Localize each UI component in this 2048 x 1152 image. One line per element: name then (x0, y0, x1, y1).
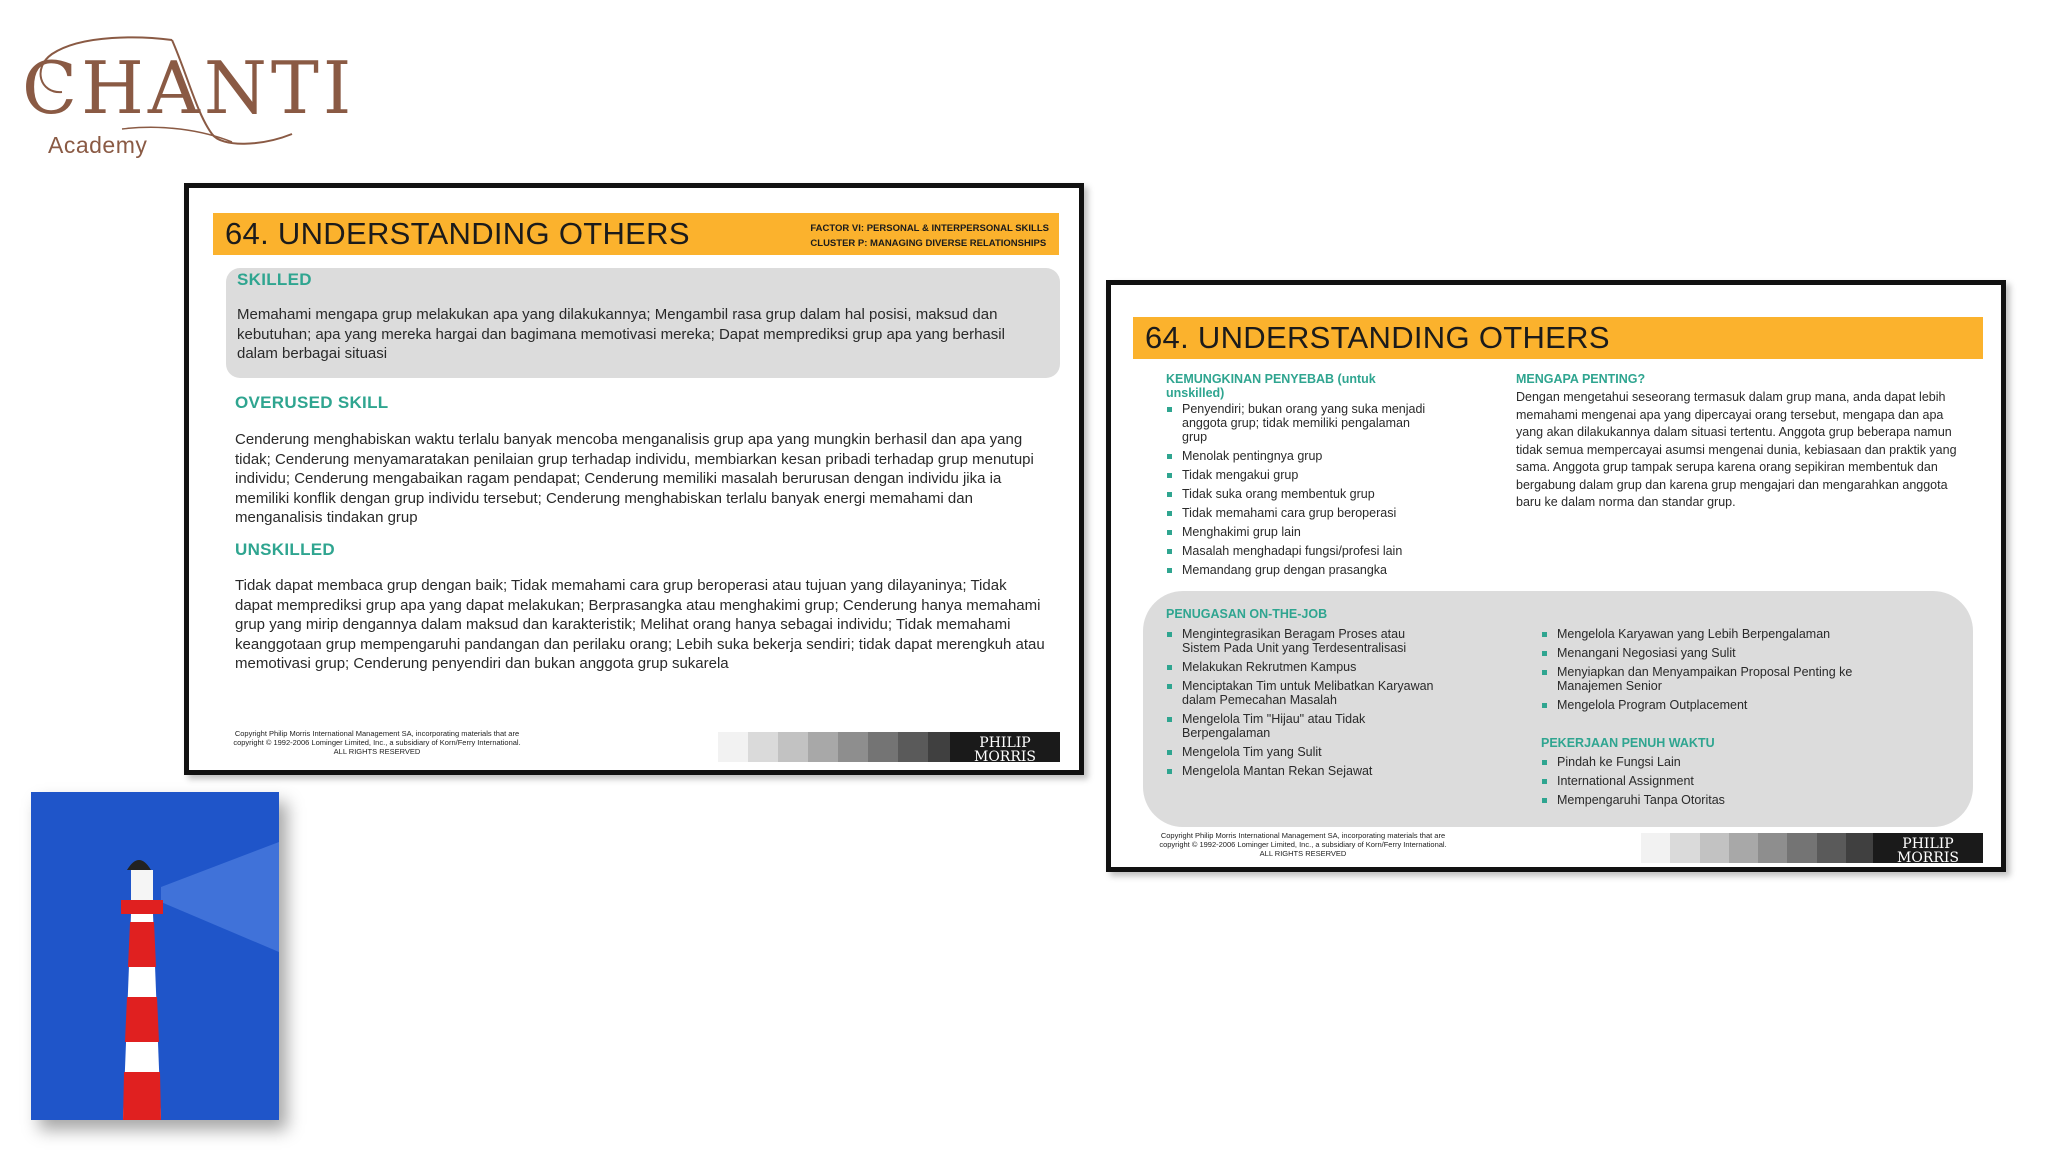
gradient-strip (718, 732, 958, 762)
assignment-item: Mengelola Tim yang Sulit (1166, 745, 1436, 759)
assignment-item: Mengelola Karyawan yang Lebih Berpengalaman (1541, 627, 1901, 641)
cluster-line: CLUSTER P: MANAGING DIVERSE RELATIONSHIPS (810, 238, 1047, 249)
assignments-list-right (1541, 627, 1901, 717)
logo-subtitle: Academy (48, 132, 148, 158)
skilled-heading: SKILLED (237, 270, 312, 289)
slide-understanding-others-development (1106, 280, 2006, 872)
cause-item: Penyendiri; bukan orang yang suka menjadi anggota grup; tidak memiliki pengalaman grup (1166, 402, 1436, 444)
copyright-line: ALL RIGHTS RESERVED (333, 747, 421, 756)
fulltime-item: Pindah ke Fungsi Lain (1541, 755, 1841, 769)
fulltime-list (1541, 755, 1841, 812)
assignment-item: Mengelola Tim "Hijau" atau Tidak Berpengalaman (1166, 712, 1436, 740)
copyright-notice (207, 729, 547, 756)
unskilled-heading: UNSKILLED (235, 540, 335, 559)
cause-item: Tidak mengakui grup (1166, 468, 1436, 482)
logo-wordmark: CHANTI (22, 46, 356, 130)
assignments-list-left (1166, 627, 1436, 783)
slide-title: 64. UNDERSTANDING OTHERS (225, 216, 690, 251)
chanti-academy-logo (22, 34, 356, 164)
gradient-strip (1641, 833, 1875, 863)
fulltime-heading: PEKERJAAN PENUH WAKTU (1541, 736, 1715, 750)
assignment-item: Menangani Negosiasi yang Sulit (1541, 646, 1901, 660)
copyright-line: Copyright Philip Morris International Management SA, incorporating materials that are (234, 729, 520, 738)
slide-banner (1133, 317, 1983, 359)
assignment-item: Mengelola Program Outplacement (1541, 698, 1901, 712)
factor-cluster-label (810, 221, 1049, 251)
why-important-text: Dengan mengetahui seseorang termasuk dalam grup mana, anda dapat lebih memahami mengenai apa yang dipercayai orang tersebut, mengapa dan apa yang akan dilakukannya dalam situasi tertentu. Anggota grup beberapa namun tidak semua mempercayai asumsi mengenai dunia, kebiasaan dan praktik yang sama. Anggota grup tampak serupa karena orang sepikiran membentuk dan bergabung dalam grup dan karena grup mengajari dan mengarahkan anggota baru ke dalam norma dan standar grup. (1516, 390, 1957, 509)
pm-name: PHILIP MORRIS (973, 735, 1036, 765)
causes-list (1166, 402, 1436, 582)
slide-understanding-others-skills (184, 183, 1084, 775)
cause-item: Menghakimi grup lain (1166, 525, 1436, 539)
overused-heading: OVERUSED SKILL (235, 393, 389, 412)
assignment-item: Menciptakan Tim untuk Melibatkan Karyawan dalam Pemecahan Masalah (1166, 679, 1436, 707)
pm-sub: INTERNATIONAL (963, 765, 1047, 771)
fulltime-item: International Assignment (1541, 774, 1841, 788)
assignments-heading: PENUGASAN ON-THE-JOB (1166, 607, 1328, 621)
lighthouse-icon (31, 792, 279, 1120)
unskilled-text: Tidak dapat membaca grup dengan baik; Tidak memahami cara grup beroperasi atau tujuan yang dilayaninya; Tidak dapat memprediksi grup apa yang dapat melakukan; Berprasangka atau menghakimi grup; Cenderung hanya memahami grup yang mirip dengannya dalam maksud dan karakteristik; Melihat orang hanya sebagai individu; Tidak memahami keanggotaan grup mempengaruhi pandangan dan perilaku orang; Lebih suka bekerja sendiri; tidak dapat merengkuh atau memotivasi grup; Cenderung penyendiri dan bukan anggota grup sukarela (235, 577, 1045, 672)
assignment-item: Melakukan Rekrutmen Kampus (1166, 660, 1436, 674)
factor-line: FACTOR VI: PERSONAL & INTERPERSONAL SKILLS (810, 223, 1049, 234)
fulltime-item: Mempengaruhi Tanpa Otoritas (1541, 793, 1841, 807)
cause-item: Menolak pentingnya grup (1166, 449, 1436, 463)
assignment-item: Mengelola Mantan Rekan Sejawat (1166, 764, 1436, 778)
cause-item: Memandang grup dengan prasangka (1166, 563, 1436, 577)
pm-sub: INTERNATIONAL (1886, 866, 1970, 872)
pm-name: PHILIP MORRIS (1896, 836, 1959, 866)
why-important-heading: MENGAPA PENTING? (1516, 372, 1646, 386)
copyright-line: ALL RIGHTS RESERVED (1259, 849, 1347, 858)
copyright-line: copyright © 1992-2006 Lominger Limited, Inc., a subsidiary of Korn/Ferry International. (1159, 840, 1447, 849)
assignment-item: Menyiapkan dan Menyampaikan Proposal Penting ke Manajemen Senior (1541, 665, 1901, 693)
overused-text: Cenderung menghabiskan waktu terlalu banyak mencoba menganalisis grup apa yang mungkin berhasil dan apa yang tidak; Cenderung menyamaratakan penilaian grup terhadap individu, membiarkan kesan pribadi terhadap grup menutupi individu; Cenderung mengabaikan ragam pendapat; Cenderung memiliki masalah berurusan dengan individu jika ia memiliki konflik dengan grup individu tersebut; Cenderung menghabiskan terlalu banyak energi memahami dan menganalisis tindakan grup (235, 431, 1034, 526)
slide-title: 64. UNDERSTANDING OTHERS (1145, 320, 1610, 355)
cause-item: Tidak suka orang membentuk grup (1166, 487, 1436, 501)
causes-heading: KEMUNGKINAN PENYEBAB (untuk unskilled) (1166, 372, 1376, 400)
philip-morris-logo (950, 732, 1060, 771)
slide-banner (213, 213, 1059, 255)
cause-item: Tidak memahami cara grup beroperasi (1166, 506, 1436, 520)
philip-morris-logo (1873, 833, 1983, 872)
cause-item: Masalah menghadapi fungsi/profesi lain (1166, 544, 1436, 558)
assignment-item: Mengintegrasikan Beragam Proses atau Sistem Pada Unit yang Terdesentralisasi (1166, 627, 1436, 655)
copyright-line: Copyright Philip Morris International Management SA, incorporating materials that are (1160, 831, 1446, 840)
skilled-text: Memahami mengapa grup melakukan apa yang dilakukannya; Mengambil rasa grup dalam hal posisi, maksud dan kebutuhan; apa yang mereka hargai dan bagimana memotivasi mereka; Dapat memprediksi grup apa yang berhasil dalam berbagai situasi (237, 306, 1005, 362)
copyright-notice (1133, 831, 1473, 858)
copyright-line: copyright © 1992-2006 Lominger Limited, Inc., a subsidiary of Korn/Ferry International. (233, 738, 521, 747)
lighthouse-illustration (31, 792, 279, 1120)
